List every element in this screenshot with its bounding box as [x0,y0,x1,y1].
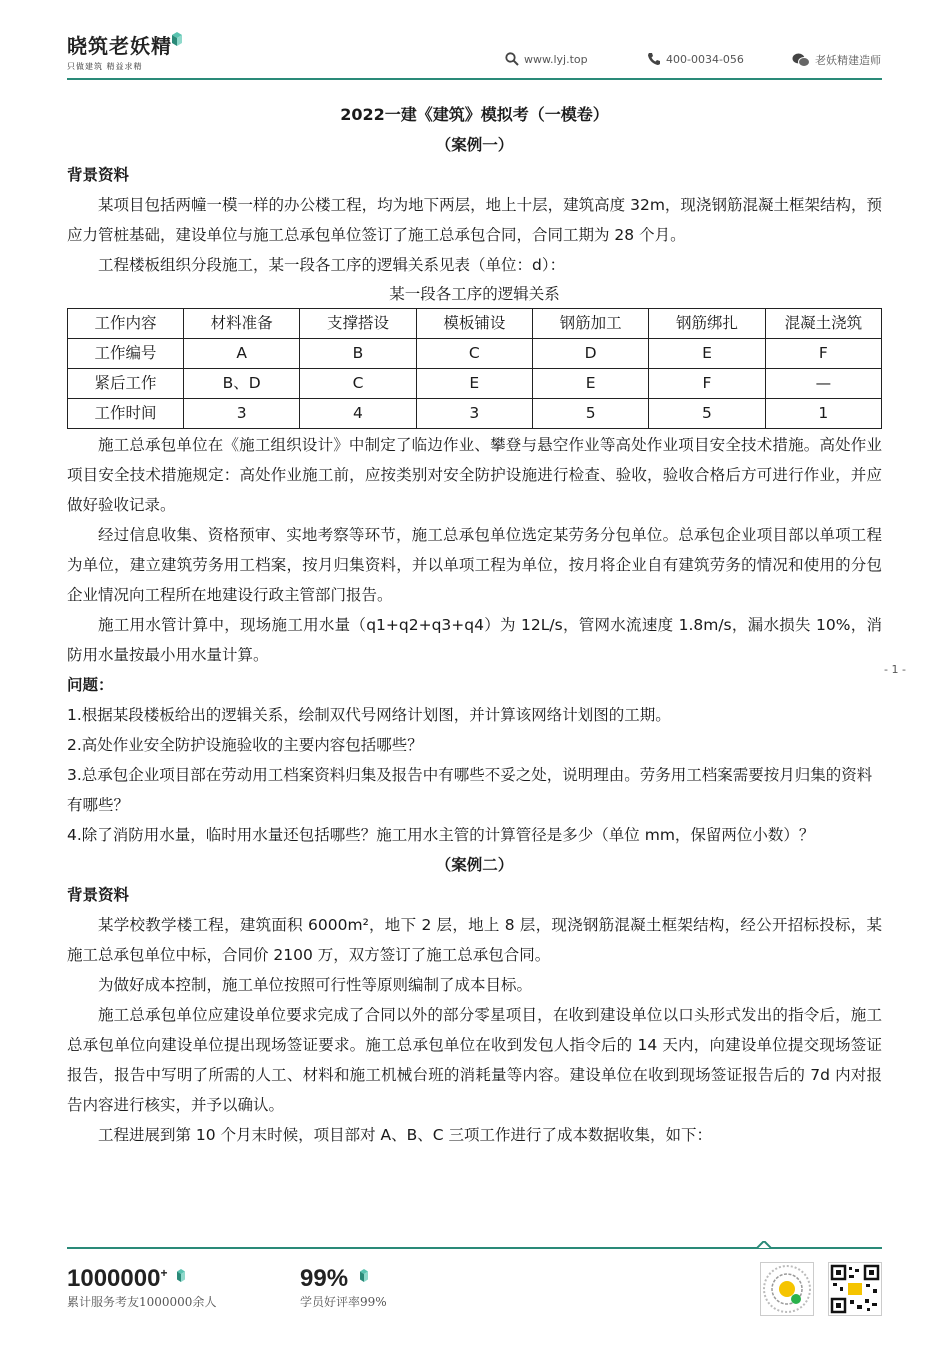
table-cell: 1 [765,399,881,429]
stat-service-number [67,1265,216,1293]
website-text: www.lyj.top [524,52,588,66]
table-cell: 工作内容 [68,309,184,339]
brand-name: 晓筑老妖精 [67,34,172,58]
table-cell: C [416,339,532,369]
table-cell: 3 [416,399,532,429]
wechat-text: 老妖精建造师 [815,54,881,67]
table-cell: — [765,369,881,399]
stat-service-label: 累计服务考友1000000余人 [67,1295,217,1309]
table-cell: 支撑搭设 [300,309,416,339]
brand-slogan: 只做建筑 精益求精 [67,62,143,71]
logic-relation-table [67,308,882,429]
table-cell: 模板铺设 [416,309,532,339]
table-cell: B、D [184,369,300,399]
stat-rating-label: 学员好评率99% [300,1295,387,1309]
case2-background-label: 背景资料 [67,886,130,904]
case1-question-2: 2.高处作业安全防护设施验收的主要内容包括哪些？ [67,736,423,754]
document-title: 2022一建《建筑》模拟考（一模卷） [340,105,609,124]
table-cell: B [300,339,416,369]
table-caption: 某一段各工序的逻辑关系 [389,285,560,303]
table-cell: 3 [184,399,300,429]
table-cell: 工作时间 [68,399,184,429]
phone-contact[interactable] [647,52,744,66]
table-cell: F [649,369,765,399]
phone-icon [647,52,661,66]
case1-background-label: 背景资料 [67,166,130,184]
wechat-icon [792,53,810,67]
case1-question-3: 3.总承包企业项目部在劳动用工档案资料归集及报告中有哪些不妥之处，说明理由。劳务用工档案需要按月归集的资料有哪些？ [67,766,873,814]
case1-paragraph-3: 施工总承包单位在《施工组织设计》中制定了临边作业、攀登与悬空作业等高处作业项目安全技术措施。高处作业项目安全技术措施规定：高处作业施工前，应按类别对安全防护设施进行检查、验收，验收合格后方可进行作业，并应做好验收记录。 [67,436,882,514]
stat-rating-number: 99% [300,1265,349,1292]
qr-code-icon [829,1263,881,1315]
stat-rating [300,1265,387,1310]
case2-paragraph-3: 施工总承包单位应建设单位要求完成了合同以外的部分零星项目，在收到建设单位以口头形式发出的指令后，施工总承包单位向建设单位提出现场签证要求。施工总承包单位在收到发包人指令后的 14 天内，向建设单位提交现场签证报告，报告中写明了所需的人工、材料和施工机械台班的消耗量等内容。建设单位在收到现场签证报告后的 7d 内对报告内容进行核实，并予以确认。 [67,1006,882,1114]
table-cell: 5 [532,399,648,429]
brand-logo[interactable] [67,30,172,72]
table-cell: 混凝土浇筑 [765,309,881,339]
page-number: - 1 - [884,663,906,676]
footer-notch-icon [756,1241,772,1249]
table-cell: A [184,339,300,369]
table-cell: 紧后工作 [68,369,184,399]
contact-qr-code[interactable] [828,1262,882,1316]
miniprogram-code-icon [761,1263,813,1315]
case1-questions-label: 问题： [67,676,114,694]
table-row [68,339,882,369]
stat-service-value: 1000000 [67,1265,161,1292]
header-divider [67,78,882,80]
table-cell: F [765,339,881,369]
case1-paragraph-2: 工程楼板组织分段施工，某一段各工序的逻辑关系见表（单位：d）： [98,256,566,274]
stat-mark-icon [360,1269,368,1282]
case1-paragraph-5: 施工用水管计算中，现场施工用水量（q1+q2+q3+q4）为 12L/s，管网水流速度 1.8m/s，漏水损失 10%，消防用水量按最小用水量计算。 [67,616,882,664]
case1-paragraph-4: 经过信息收集、资格预审、实地考察等环节，施工总承包单位选定某劳务分包单位。总承包企业项目部以单项工程为单位，建立建筑劳务用工档案，按月归集资料，并以单项工程为单位，按月将企业自有建筑劳务的情况和使用的分包企业情况向工程所在地建设行政主管部门报告。 [67,526,882,604]
table-cell: 钢筋加工 [532,309,648,339]
brand-mark-icon [172,32,182,46]
table-cell: 工作编号 [68,339,184,369]
stat-mark-icon [177,1269,185,1282]
table-cell: 材料准备 [184,309,300,339]
case2-paragraph-2: 为做好成本控制，施工单位按照可行性等原则编制了成本目标。 [98,976,533,994]
table-row [68,309,882,339]
stat-service-count [67,1265,216,1310]
table-row [68,369,882,399]
case2-paragraph-4: 工程进展到第 10 个月末时候，项目部对 A、B、C 三项工作进行了成本数据收集，如下： [98,1126,712,1144]
case1-question-1: 1.根据某段楼板给出的逻辑关系，绘制双代号网络计划图，并计算该网络计划图的工期。 [67,706,671,724]
table-cell: 钢筋绑扎 [649,309,765,339]
table-cell: 5 [649,399,765,429]
wechat-contact[interactable] [792,52,881,68]
phone-text: 400-0034-056 [666,52,744,66]
case2-heading: （案例二） [435,856,514,874]
table-cell: 4 [300,399,416,429]
stat-service-plus: + [160,1266,168,1280]
table-cell: E [649,339,765,369]
document-body [67,100,882,1150]
website-contact[interactable] [505,52,588,66]
table-row [68,399,882,429]
page-header [67,22,882,77]
table-cell: C [300,369,416,399]
case1-heading: （案例一） [435,136,514,154]
table-cell: E [416,369,532,399]
table-cell: E [532,369,648,399]
miniprogram-qr-code[interactable] [760,1262,814,1316]
search-icon [505,52,519,66]
case1-paragraph-1: 某项目包括两幢一模一样的办公楼工程，均为地下两层，地上十层，建筑高度 32m，现浇钢筋混凝土框架结构，预应力管桩基础，建设单位与施工总承包单位签订了施工总承包合同，合同工期为 28 个月。 [67,196,882,244]
case2-paragraph-1: 某学校教学楼工程，建筑面积 6000m²，地下 2 层，地上 8 层，现浇钢筋混凝土框架结构，经公开招标投标，某施工总承包单位中标，合同价 2100 万，双方签订了施工总承包合同。 [67,916,882,964]
case1-question-4: 4.除了消防用水量，临时用水量还包括哪些？施工用水主管的计算管径是多少（单位 mm，保留两位小数）？ [67,826,815,844]
table-cell: D [532,339,648,369]
